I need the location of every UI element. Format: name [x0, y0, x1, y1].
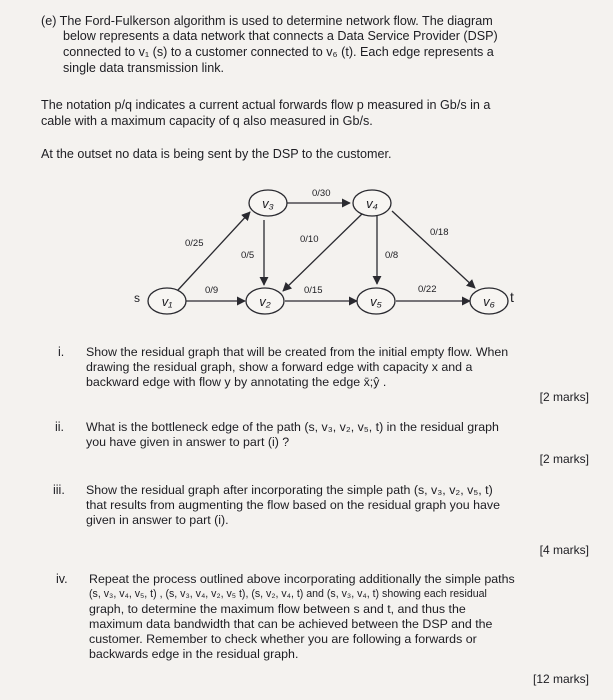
intro-line-1: (e) The Ford-Fulkerson algorithm is used to determine network flow. The diagram	[41, 14, 493, 28]
question-1-number: i.	[58, 345, 65, 359]
question-4-line-4: maximum data bandwidth that can be achieved between the DSP and the	[89, 617, 493, 631]
question-2-line-2: you have given in answer to part (i) ?	[86, 435, 290, 449]
question-4-marks: [12 marks]	[532, 672, 589, 686]
edge-label-v1-v2: 0/9	[205, 285, 219, 296]
question-4-line-6: backwards edge in the residual graph.	[89, 647, 299, 661]
question-3-line-1: Show the residual graph after incorporating the simple path (s, v₃, v₂, v₅, t)	[86, 483, 493, 497]
intro-line-2: below represents a data network that connects a Data Service Provider (DSP)	[63, 29, 498, 43]
edge-label-v4-v5: 0/8	[385, 250, 399, 261]
question-1-line-1: Show the residual graph that will be created from the initial empty flow. When	[86, 345, 509, 359]
node-v2-label: v₂	[259, 294, 271, 309]
intro-line-4: single data transmission link.	[63, 61, 224, 75]
question-2-marks: [2 marks]	[539, 452, 589, 466]
edge-label-v4-v6: 0/18	[430, 227, 449, 238]
question-4-line-5: customer. Remember to check whether you are following a forwards or	[89, 632, 477, 646]
node-v5-label: v₅	[370, 294, 382, 309]
edge-label-v3-v2: 0/5	[241, 250, 255, 261]
edge-label-v4-v2: 0/10	[300, 234, 319, 245]
edge-v4-v6	[392, 211, 475, 288]
node-v4-label: v₄	[366, 196, 378, 211]
sink-label: t	[510, 289, 514, 305]
node-v1-label: v₁	[161, 294, 173, 309]
node-v6-label: v₆	[483, 294, 495, 309]
edge-v1-v3	[178, 212, 250, 290]
edge-v4-v2	[283, 212, 364, 291]
notation-line-1: The notation p/q indicates a current actual forwards flow p measured in Gb/s in a	[41, 98, 491, 112]
edge-label-v5-v6: 0/22	[418, 284, 437, 295]
question-4-line-1: Repeat the process outlined above incorporating additionally the simple paths	[89, 572, 515, 586]
question-4-line-2: (s, v₃, v₄, v₅, t) , (s, v₃, v₄, v₂, v₅ t), (s, v₂, v₄, t) and (s, v₃, v₄, t) showing each residual	[89, 588, 487, 600]
source-label: s	[134, 291, 140, 305]
question-4-number: iv.	[56, 572, 68, 586]
question-3-line-3: given in answer to part (i).	[86, 513, 229, 527]
question-1-line-2: drawing the residual graph, show a forward edge with capacity x and a	[86, 360, 473, 374]
edge-label-v3-v4: 0/30	[312, 188, 331, 199]
question-4-line-3: graph, to determine the maximum flow between s and t, and thus the	[89, 602, 466, 616]
question-2-line-1: What is the bottleneck edge of the path (s, v₃, v₂, v₅, t) in the residual graph	[86, 420, 499, 434]
notation-line-2: cable with a maximum capacity of q also measured in Gb/s.	[41, 114, 373, 128]
question-2-number: ii.	[55, 420, 65, 434]
outset-sentence: At the outset no data is being sent by the DSP to the customer.	[41, 147, 392, 161]
node-v3-label: v₃	[262, 196, 274, 211]
question-1-marks: [2 marks]	[539, 390, 589, 404]
edge-label-v1-v3: 0/25	[185, 238, 204, 249]
question-3-marks: [4 marks]	[539, 543, 589, 557]
question-3-line-2: that results from augmenting the flow based on the residual graph you have	[86, 498, 500, 512]
question-3-number: iii.	[53, 483, 65, 497]
edge-label-v2-v5: 0/15	[304, 285, 323, 296]
intro-line-3: connected to v₁ (s) to a customer connected to v₆ (t). Each edge represents a	[63, 45, 494, 59]
question-1-line-3: backward edge with flow y by annotating the edge x̄;ŷ .	[86, 375, 387, 389]
